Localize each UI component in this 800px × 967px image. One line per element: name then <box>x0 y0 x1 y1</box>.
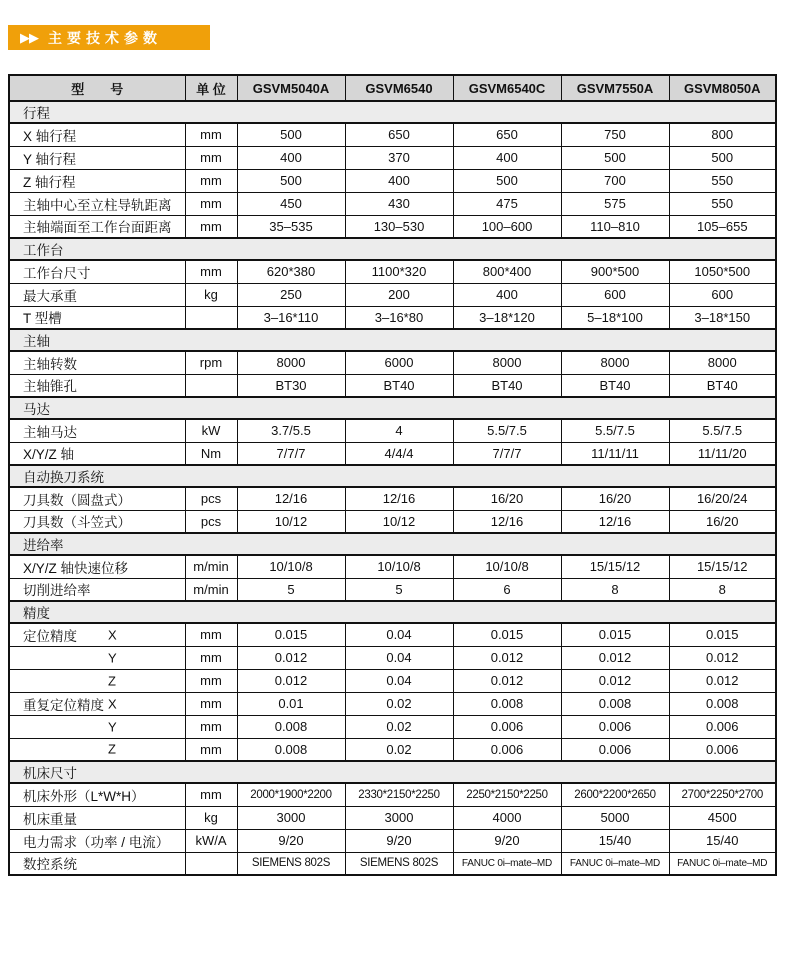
row-label <box>9 306 185 329</box>
row-label <box>9 715 185 738</box>
row-label <box>9 192 185 215</box>
axis-label: Y <box>108 650 117 665</box>
cell-value: 7/7/7 <box>453 442 561 465</box>
cell-value: 10/10/8 <box>345 555 453 578</box>
table-row <box>9 738 776 761</box>
row-unit: rpm <box>185 351 237 374</box>
table-row <box>9 852 776 875</box>
cell-value: 4 <box>345 419 453 442</box>
cell-value: 0.008 <box>561 692 669 715</box>
cell-value: BT40 <box>669 374 776 397</box>
axis-label: Z <box>108 741 116 757</box>
row-label-text: 数控系统 <box>23 857 77 873</box>
row-label-text: 工作台尺寸 <box>23 265 91 281</box>
section-title: 行程 <box>9 101 776 123</box>
row-unit: mm <box>185 260 237 283</box>
cell-value: 12/16 <box>453 510 561 533</box>
cell-value: 3000 <box>345 806 453 829</box>
table-row <box>9 419 776 442</box>
section-row <box>9 601 776 623</box>
cell-value: 10/10/8 <box>453 555 561 578</box>
axis-label: Y <box>108 719 117 734</box>
cell-value: 550 <box>669 169 776 192</box>
row-label <box>9 419 185 442</box>
cell-value: 8000 <box>453 351 561 374</box>
cell-value: 16/20 <box>561 487 669 510</box>
row-label <box>9 578 185 601</box>
cell-value: 1100*320 <box>345 260 453 283</box>
row-label <box>9 146 185 169</box>
cell-value: 500 <box>561 146 669 169</box>
cell-value: 8 <box>669 578 776 601</box>
row-unit: kW <box>185 419 237 442</box>
cell-value: 5.5/7.5 <box>669 419 776 442</box>
row-unit: mm <box>185 738 237 761</box>
cell-value: 600 <box>561 283 669 306</box>
cell-value: 105–655 <box>669 215 776 238</box>
cell-value: 250 <box>237 283 345 306</box>
cell-value: 0.015 <box>561 623 669 646</box>
row-label <box>9 351 185 374</box>
table-row <box>9 829 776 852</box>
cell-value: 15/40 <box>561 829 669 852</box>
cell-value: 0.01 <box>237 692 345 715</box>
row-label <box>9 169 185 192</box>
cell-value: 800 <box>669 123 776 146</box>
table-row <box>9 487 776 510</box>
section-title: 机床尺寸 <box>9 761 776 783</box>
cell-value: 0.04 <box>345 623 453 646</box>
row-unit: mm <box>185 623 237 646</box>
section-row <box>9 465 776 487</box>
table-row <box>9 146 776 169</box>
cell-value: 5.5/7.5 <box>453 419 561 442</box>
cell-value: 5.5/7.5 <box>561 419 669 442</box>
cell-value: 1050*500 <box>669 260 776 283</box>
axis-label: X <box>108 696 117 711</box>
cell-value: 3–16*80 <box>345 306 453 329</box>
cell-value: BT30 <box>237 374 345 397</box>
cell-value: BT40 <box>345 374 453 397</box>
col-header-model: 型 号 <box>9 75 185 101</box>
cell-value: 2330*2150*2250 <box>345 783 453 806</box>
cell-value: 2700*2250*2700 <box>669 783 776 806</box>
row-label <box>9 442 185 465</box>
cell-value: 0.04 <box>345 646 453 669</box>
cell-value: 4/4/4 <box>345 442 453 465</box>
cell-value: 400 <box>237 146 345 169</box>
cell-value: 9/20 <box>237 829 345 852</box>
cell-value: 0.015 <box>453 623 561 646</box>
table-row <box>9 623 776 646</box>
cell-value: 550 <box>669 192 776 215</box>
row-label-text: 主轴锥孔 <box>23 379 77 395</box>
row-unit: mm <box>185 669 237 692</box>
axis-label: X <box>108 627 117 643</box>
section-row <box>9 329 776 351</box>
section-title: 精度 <box>9 601 776 623</box>
cell-value: 2600*2200*2650 <box>561 783 669 806</box>
cell-value: 8000 <box>237 351 345 374</box>
cell-value: 8000 <box>561 351 669 374</box>
row-unit: mm <box>185 215 237 238</box>
cell-value: 100–600 <box>453 215 561 238</box>
banner-title: 主要技术参数 <box>48 29 162 46</box>
row-unit: mm <box>185 192 237 215</box>
cell-value: 0.008 <box>237 715 345 738</box>
cell-value: 10/10/8 <box>237 555 345 578</box>
row-unit: mm <box>185 169 237 192</box>
row-unit: mm <box>185 123 237 146</box>
cell-value: 800*400 <box>453 260 561 283</box>
row-label <box>9 487 185 510</box>
cell-value: 3.7/5.5 <box>237 419 345 442</box>
cell-value: 0.006 <box>453 715 561 738</box>
cell-value: 8000 <box>669 351 776 374</box>
cell-value: 9/20 <box>453 829 561 852</box>
cell-value: FANUC 0i–mate–MD <box>561 852 669 875</box>
row-label <box>9 829 185 852</box>
cell-value: 3–18*120 <box>453 306 561 329</box>
row-label-text: 机床重量 <box>23 811 77 827</box>
cell-value: 4000 <box>453 806 561 829</box>
section-title: 进给率 <box>9 533 776 555</box>
cell-value: 500 <box>669 146 776 169</box>
cell-value: FANUC 0i–mate–MD <box>669 852 776 875</box>
cell-value: 5000 <box>561 806 669 829</box>
row-label-text: X/Y/Z 轴快速位移 <box>23 560 129 576</box>
row-label <box>9 852 185 875</box>
cell-value: 0.012 <box>453 646 561 669</box>
section-row <box>9 101 776 123</box>
cell-value: 11/11/11 <box>561 442 669 465</box>
row-unit <box>185 852 237 875</box>
table-row <box>9 215 776 238</box>
row-label <box>9 783 185 806</box>
table-row <box>9 374 776 397</box>
cell-value: 0.02 <box>345 692 453 715</box>
row-label <box>9 646 185 669</box>
col-header-gsvm8050a: GSVM8050A <box>669 75 776 101</box>
table-row <box>9 169 776 192</box>
cell-value: 5–18*100 <box>561 306 669 329</box>
table-row <box>9 578 776 601</box>
section-title: 自动换刀系统 <box>9 465 776 487</box>
cell-value: 8 <box>561 578 669 601</box>
table-row <box>9 510 776 533</box>
cell-value: 700 <box>561 169 669 192</box>
row-unit: m/min <box>185 578 237 601</box>
row-unit: mm <box>185 146 237 169</box>
row-label <box>9 123 185 146</box>
cell-value: 900*500 <box>561 260 669 283</box>
cell-value: 0.006 <box>561 738 669 761</box>
cell-value: 0.006 <box>669 738 776 761</box>
table-row <box>9 283 776 306</box>
row-label-text: 刀具数（斗笠式） <box>23 515 131 531</box>
row-label <box>9 738 185 761</box>
cell-value: 650 <box>453 123 561 146</box>
section-row <box>9 533 776 555</box>
cell-value: 400 <box>453 283 561 306</box>
row-label <box>9 260 185 283</box>
spec-table-body <box>9 101 776 875</box>
cell-value: 0.04 <box>345 669 453 692</box>
cell-value: 475 <box>453 192 561 215</box>
cell-value: 7/7/7 <box>237 442 345 465</box>
row-label-text: X/Y/Z 轴 <box>23 447 75 463</box>
col-header-unit: 单 位 <box>185 75 237 101</box>
row-label-text: 切削进给率 <box>23 583 91 599</box>
cell-value: 400 <box>453 146 561 169</box>
cell-value: 11/11/20 <box>669 442 776 465</box>
cell-value: FANUC 0i–mate–MD <box>453 852 561 875</box>
cell-value: 650 <box>345 123 453 146</box>
cell-value: SIEMENS 802S <box>345 852 453 875</box>
cell-value: 110–810 <box>561 215 669 238</box>
row-unit: pcs <box>185 510 237 533</box>
cell-value: 15/15/12 <box>669 555 776 578</box>
cell-value: 0.02 <box>345 738 453 761</box>
cell-value: 500 <box>237 123 345 146</box>
cell-value: 0.006 <box>669 715 776 738</box>
table-row <box>9 123 776 146</box>
section-banner <box>8 25 210 50</box>
spec-table <box>8 74 777 876</box>
row-unit: mm <box>185 646 237 669</box>
row-label-text: 主轴中心至立柱导轨距离 <box>23 197 172 213</box>
cell-value: 500 <box>237 169 345 192</box>
cell-value: 16/20 <box>453 487 561 510</box>
row-label <box>9 215 185 238</box>
cell-value: 0.02 <box>345 715 453 738</box>
cell-value: 620*380 <box>237 260 345 283</box>
cell-value: 430 <box>345 192 453 215</box>
row-unit: mm <box>185 783 237 806</box>
col-header-gsvm6540: GSVM6540 <box>345 75 453 101</box>
cell-value: 0.015 <box>669 623 776 646</box>
cell-value: 0.006 <box>561 715 669 738</box>
row-unit <box>185 306 237 329</box>
table-row <box>9 351 776 374</box>
row-unit: mm <box>185 715 237 738</box>
row-unit: kW/A <box>185 829 237 852</box>
row-unit: mm <box>185 692 237 715</box>
row-label-text: 重复定位精度 <box>23 697 104 713</box>
cell-value: 0.012 <box>453 669 561 692</box>
cell-value: 4500 <box>669 806 776 829</box>
cell-value: 400 <box>345 169 453 192</box>
cell-value: 0.006 <box>453 738 561 761</box>
table-row <box>9 669 776 692</box>
col-header-gsvm7550a: GSVM7550A <box>561 75 669 101</box>
table-row <box>9 715 776 738</box>
section-title: 主轴 <box>9 329 776 351</box>
cell-value: 0.015 <box>237 623 345 646</box>
row-label-text: 主轴马达 <box>23 424 77 440</box>
table-row <box>9 806 776 829</box>
row-label-text: X 轴行程 <box>23 128 77 144</box>
table-row <box>9 783 776 806</box>
axis-label: Z <box>108 673 116 688</box>
col-header-gsvm6540c: GSVM6540C <box>453 75 561 101</box>
section-title: 马达 <box>9 397 776 419</box>
cell-value: 9/20 <box>345 829 453 852</box>
table-row <box>9 260 776 283</box>
row-label <box>9 669 185 692</box>
cell-value: 0.012 <box>237 646 345 669</box>
cell-value: 575 <box>561 192 669 215</box>
cell-value: 750 <box>561 123 669 146</box>
cell-value: 0.008 <box>453 692 561 715</box>
row-label <box>9 623 185 646</box>
cell-value: 0.012 <box>669 669 776 692</box>
section-row <box>9 761 776 783</box>
row-label <box>9 283 185 306</box>
cell-value: 15/15/12 <box>561 555 669 578</box>
cell-value: 500 <box>453 169 561 192</box>
row-unit: pcs <box>185 487 237 510</box>
table-row <box>9 692 776 715</box>
row-label <box>9 806 185 829</box>
section-row <box>9 238 776 260</box>
row-label-text: 定位精度 <box>23 628 77 644</box>
row-label-text: 主轴端面至工作台面距离 <box>23 220 172 236</box>
cell-value: SIEMENS 802S <box>237 852 345 875</box>
row-label-text: 最大承重 <box>23 288 77 304</box>
row-unit: Nm <box>185 442 237 465</box>
row-unit: kg <box>185 806 237 829</box>
row-unit: kg <box>185 283 237 306</box>
cell-value: 16/20/24 <box>669 487 776 510</box>
cell-value: 6000 <box>345 351 453 374</box>
row-unit: m/min <box>185 555 237 578</box>
cell-value: BT40 <box>453 374 561 397</box>
cell-value: 5 <box>237 578 345 601</box>
header-row <box>9 75 776 101</box>
row-label <box>9 692 185 715</box>
cell-value: 0.012 <box>561 669 669 692</box>
cell-value: 6 <box>453 578 561 601</box>
cell-value: 0.012 <box>669 646 776 669</box>
table-row <box>9 646 776 669</box>
row-label-text: 主轴转数 <box>23 356 77 372</box>
cell-value: 16/20 <box>669 510 776 533</box>
cell-value: 0.008 <box>237 738 345 761</box>
cell-value: 3–18*150 <box>669 306 776 329</box>
cell-value: BT40 <box>561 374 669 397</box>
row-label-text: 电力需求（功率 / 电流） <box>23 834 170 850</box>
cell-value: 450 <box>237 192 345 215</box>
table-row <box>9 555 776 578</box>
table-row <box>9 306 776 329</box>
cell-value: 0.008 <box>669 692 776 715</box>
cell-value: 12/16 <box>237 487 345 510</box>
cell-value: 0.012 <box>237 669 345 692</box>
section-title: 工作台 <box>9 238 776 260</box>
col-header-gsvm5040a: GSVM5040A <box>237 75 345 101</box>
cell-value: 35–535 <box>237 215 345 238</box>
cell-value: 15/40 <box>669 829 776 852</box>
section-row <box>9 397 776 419</box>
cell-value: 2250*2150*2250 <box>453 783 561 806</box>
cell-value: 5 <box>345 578 453 601</box>
row-label <box>9 374 185 397</box>
cell-value: 3–16*110 <box>237 306 345 329</box>
double-arrow-icon: ▶▶ <box>20 30 38 45</box>
row-label-text: 刀具数（圆盘式） <box>23 492 131 508</box>
row-label <box>9 555 185 578</box>
row-label-text: Z 轴行程 <box>23 174 76 190</box>
row-label-text: 机床外形（L*W*H） <box>23 788 145 804</box>
row-label-text: T 型槽 <box>23 311 62 327</box>
row-label-text: Y 轴行程 <box>23 151 77 167</box>
cell-value: 200 <box>345 283 453 306</box>
cell-value: 12/16 <box>561 510 669 533</box>
cell-value: 130–530 <box>345 215 453 238</box>
cell-value: 0.012 <box>561 646 669 669</box>
cell-value: 600 <box>669 283 776 306</box>
cell-value: 2000*1900*2200 <box>237 783 345 806</box>
cell-value: 10/12 <box>345 510 453 533</box>
cell-value: 3000 <box>237 806 345 829</box>
cell-value: 12/16 <box>345 487 453 510</box>
cell-value: 10/12 <box>237 510 345 533</box>
row-unit <box>185 374 237 397</box>
cell-value: 370 <box>345 146 453 169</box>
row-label <box>9 510 185 533</box>
table-row <box>9 442 776 465</box>
table-row <box>9 192 776 215</box>
